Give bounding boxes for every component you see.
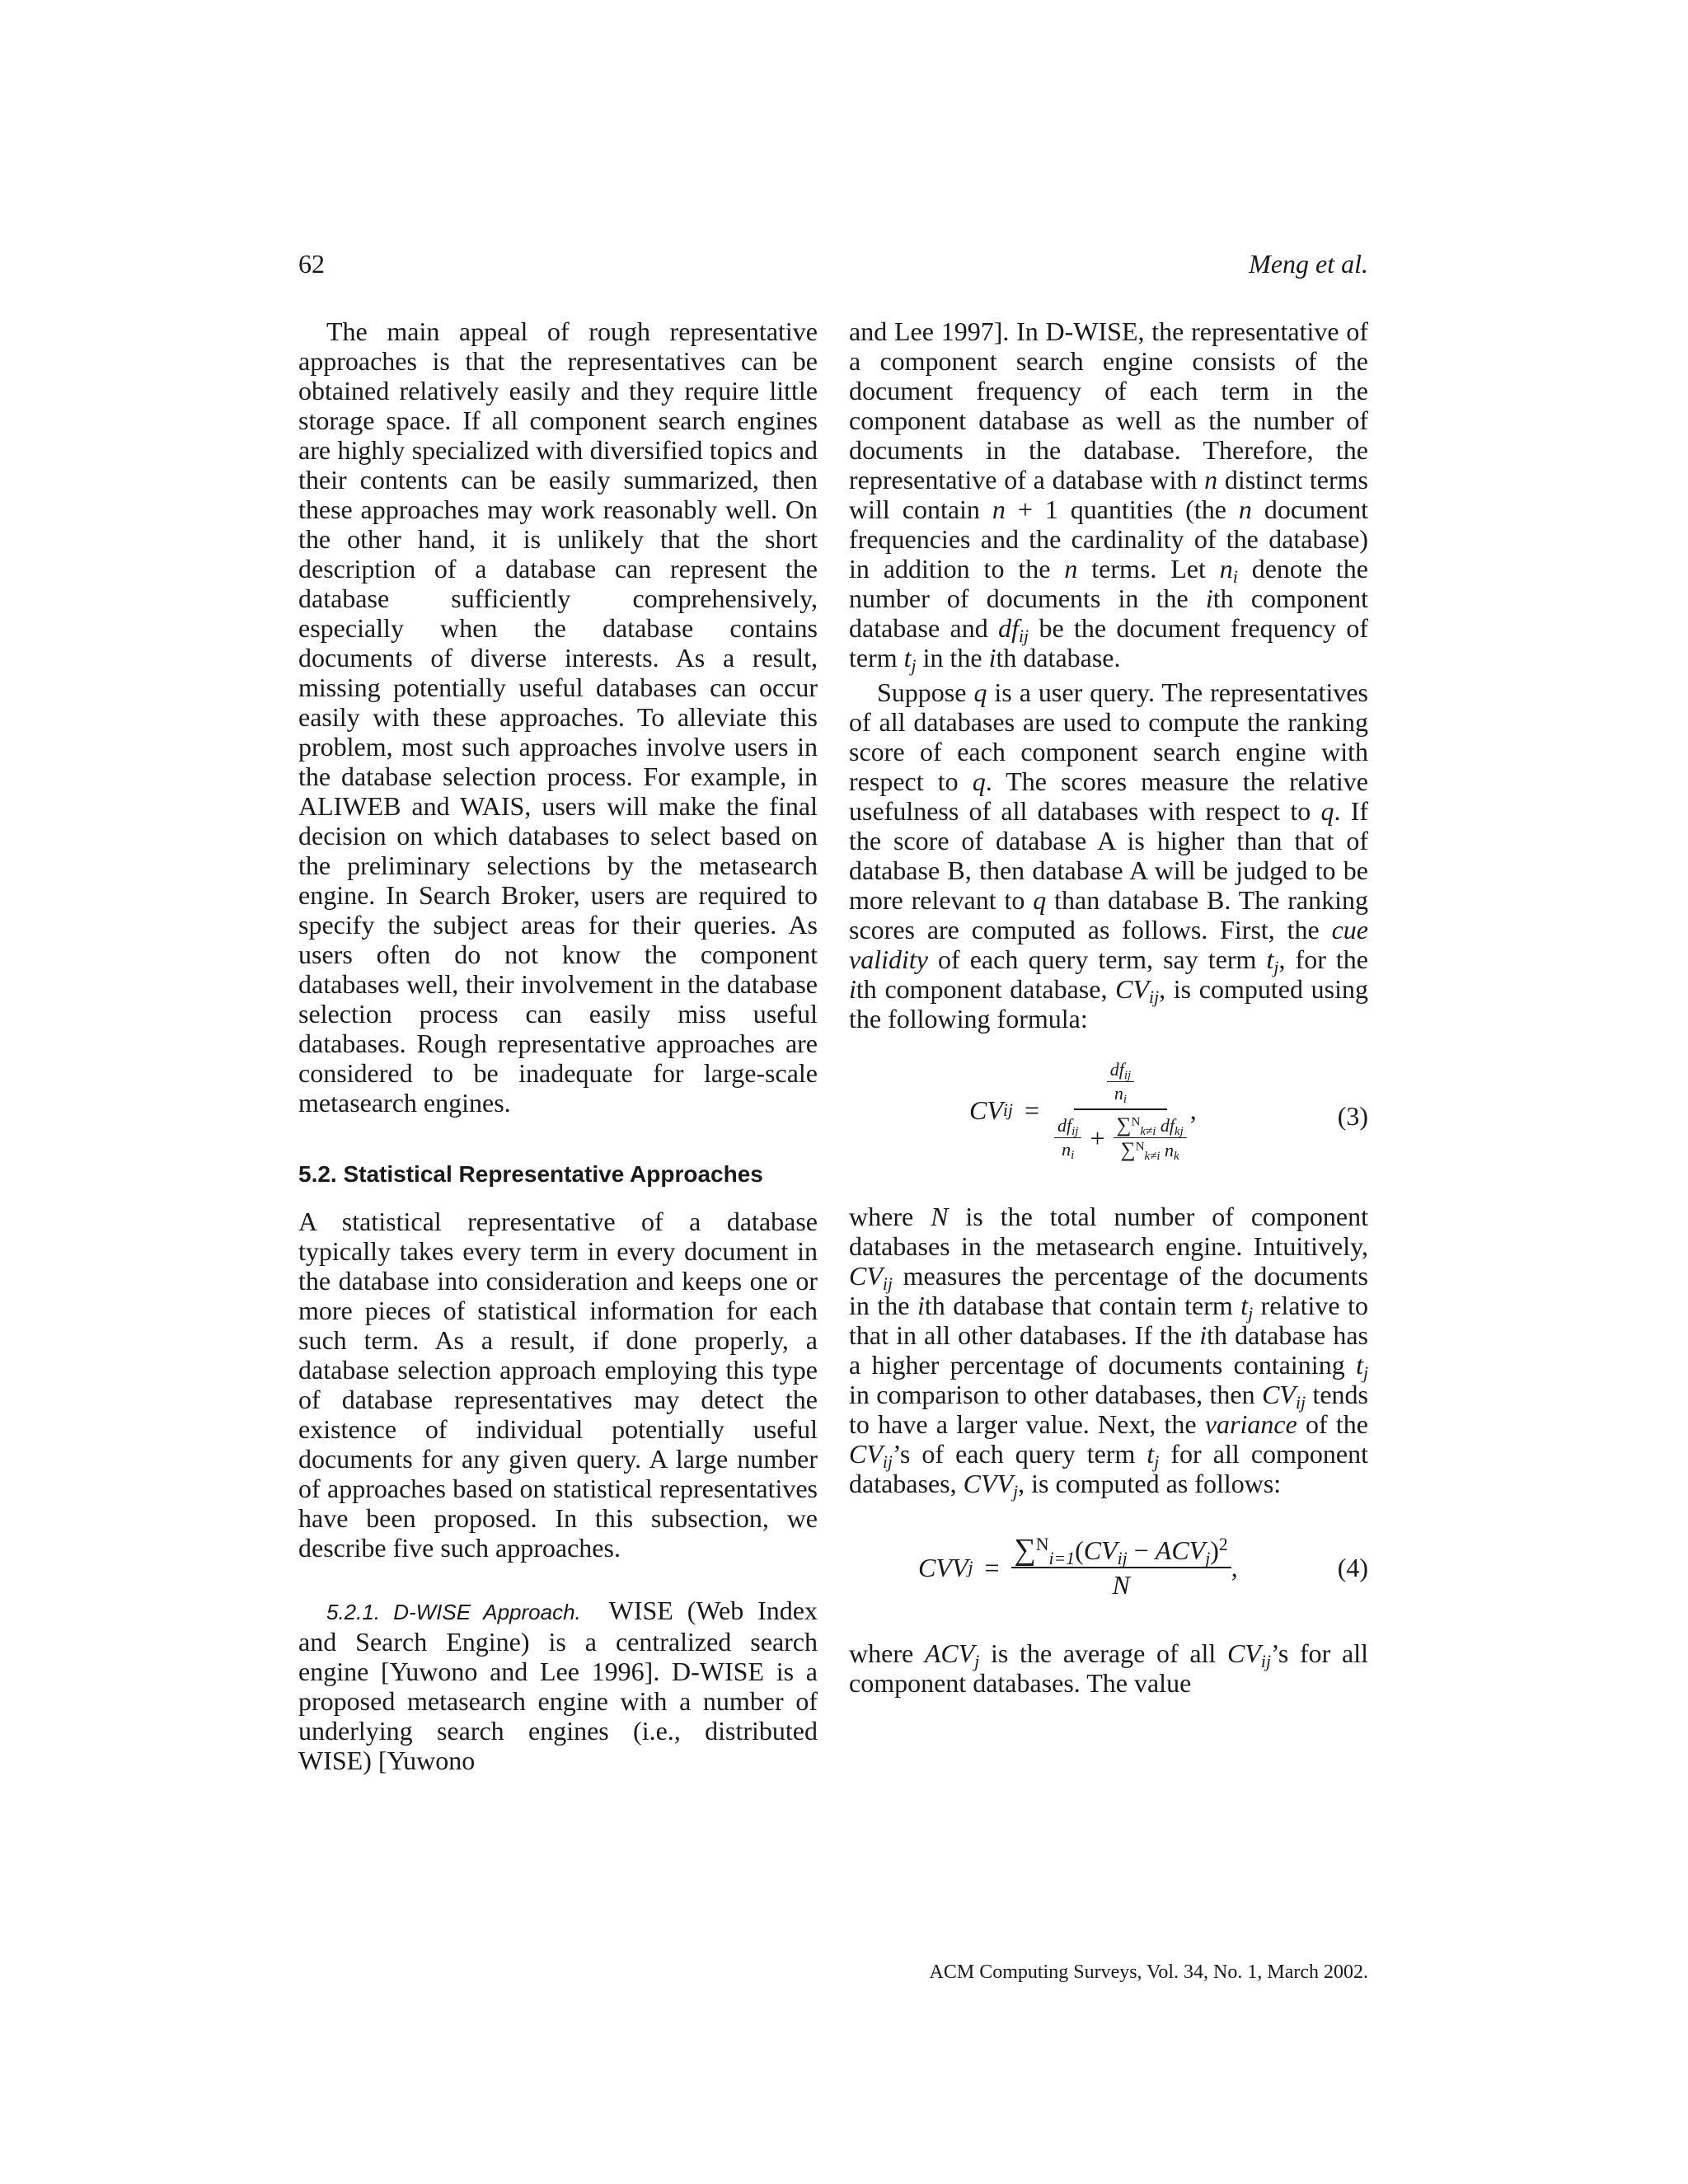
left-column: [298, 316, 818, 1775]
paragraph-query-ranking: Suppose q is a user query. The representatives of all databases are used to compute the ranking score of each component search engine with respect to q. The scores measure the relative usefulness of all databases with respect to q. If the score of database A is higher than that of database B, then database A will be judged to be more relevant to q than database B. The ranking scores are computed as follows. First, the cue validity of each query term, say term $t_j$, for the ith component database, $CV_{ij}$, is computed using the following formula:: [849, 677, 1369, 1033]
equation-4: CVV j = $\frac{\sum^N_{i=1}(CV_{ij} - ACV_j)^2}{N}$ , (4): [918, 1532, 1368, 1600]
paragraph-cv-explanation: where N is the total number of component databases in the metasearch engine. Intuitively, $CV_{ij}$ measures the percentage of the documents in the ith database that contain term $t_j$ relative to that in all other databases. If the ith database has a higher percentage of documents containing $t_j$ in comparison to other databases, then $CV_{ij}$ tends to have a larger value. Next, the variance of the $CV_{ij}’s$ of each query term $t_j$ for all component databases, $CVV_j$, is computed as follows:: [849, 1202, 1369, 1502]
journal-footer: ACM Computing Surveys, Vol. 34, No. 1, March 2002.: [929, 1961, 1368, 1983]
section-heading: 5.2. Statistical Representative Approaches: [298, 1161, 763, 1187]
paragraph-dwise-representative: and Lee 1997]. In D-WISE, the representative of a component search engine consists of the document frequency of each term in the component database as well as the number of documents in the database. Therefore, the representative of a database with n distinct terms will contain n + 1 quantities (the n document frequencies and the cardinality of the database) in addition to the n terms. Let $n_i$ denote the number of documents in the ith component database and $df_{ij}$ be the document frequency of term $t_j$ in the ith database.: [849, 316, 1369, 677]
variance-fraction: $\frac{\sum^N_{i=1}(CV_{ij} - ACV_j)^2}{N}$: [1011, 1535, 1231, 1600]
paragraph-dwise-intro: [298, 1596, 818, 1775]
equation-number-3: (3): [1337, 1101, 1368, 1131]
subsection-heading: 5.2.1. D-WISE Approach.: [326, 1600, 581, 1624]
paragraph-rough-approaches: The main appeal of rough representative approaches is that the representatives can be obtained relatively easily and they require little storage space. If all component search engines are highly specialized with diversified topics and their contents can be easily summarized, then these approaches may work reasonably well. On the other hand, it is unlikely that the short description of a database can represent the database sufficiently comprehensively, especially when the database contains documents of diverse interests. As a result, missing potentially useful databases can occur easily with these approaches. To alleviate this problem, most such approaches involve users in the database selection process. For example, in ALIWEB and WAIS, users will make the final decision on which databases to select based on the preliminary selections by the metasearch engine. In Search Broker, users are required to specify the subject areas for their queries. As users often do not know the component databases well, their involvement in the database selection process can easily miss useful databases. Rough representative approaches are considered to be inadequate for large-scale metasearch engines.: [298, 316, 818, 1118]
right-column: [849, 316, 1368, 1698]
cue-validity-fraction: $\frac{df_{ij}}{n_i}$ $\frac{df_{ij}}{n_i}$ + $\frac{\sum^N_{k\ne i} df_{kj}}{\sum^N_{k\ne i} n_k}$: [1051, 1060, 1190, 1160]
paragraph-acv: where $ACV_j$ is the average of all $CV_{ij}’s$ for all component databases. The value: [849, 1638, 1369, 1698]
equation-3: CV ij = $\frac{df_{ij}}{n_i}$ $\frac{df_{ij}}{n_i}$ + $\frac{\sum^N_{k\ne i} df_{kj}}{\sum^N_{k\ne i} n_k}$ , (3): [969, 1059, 1368, 1164]
paragraph-dwise-text: WISE (Web Index and Search Engine) is a centralized search engine [Yuwono and Lee 1996]. D-WISE is a proposed metasearch engine with a number of underlying search engines (i.e., distributed WISE) [Yuwono: [298, 1596, 818, 1775]
page-number: 62: [298, 249, 325, 279]
running-title: Meng et al.: [1249, 249, 1368, 279]
equation-number-4: (4): [1337, 1553, 1368, 1582]
paragraph-statistical: A statistical representative of a database typically takes every term in every document in the database into consideration and keeps one or more pieces of statistical information for each such term. As a result, if done properly, a database selection approach employing this type of database representatives may detect the existence of individual potentially useful documents for any given query. A large number of approaches based on statistical representatives have been proposed. In this subsection, we describe five such approaches.: [298, 1207, 818, 1563]
